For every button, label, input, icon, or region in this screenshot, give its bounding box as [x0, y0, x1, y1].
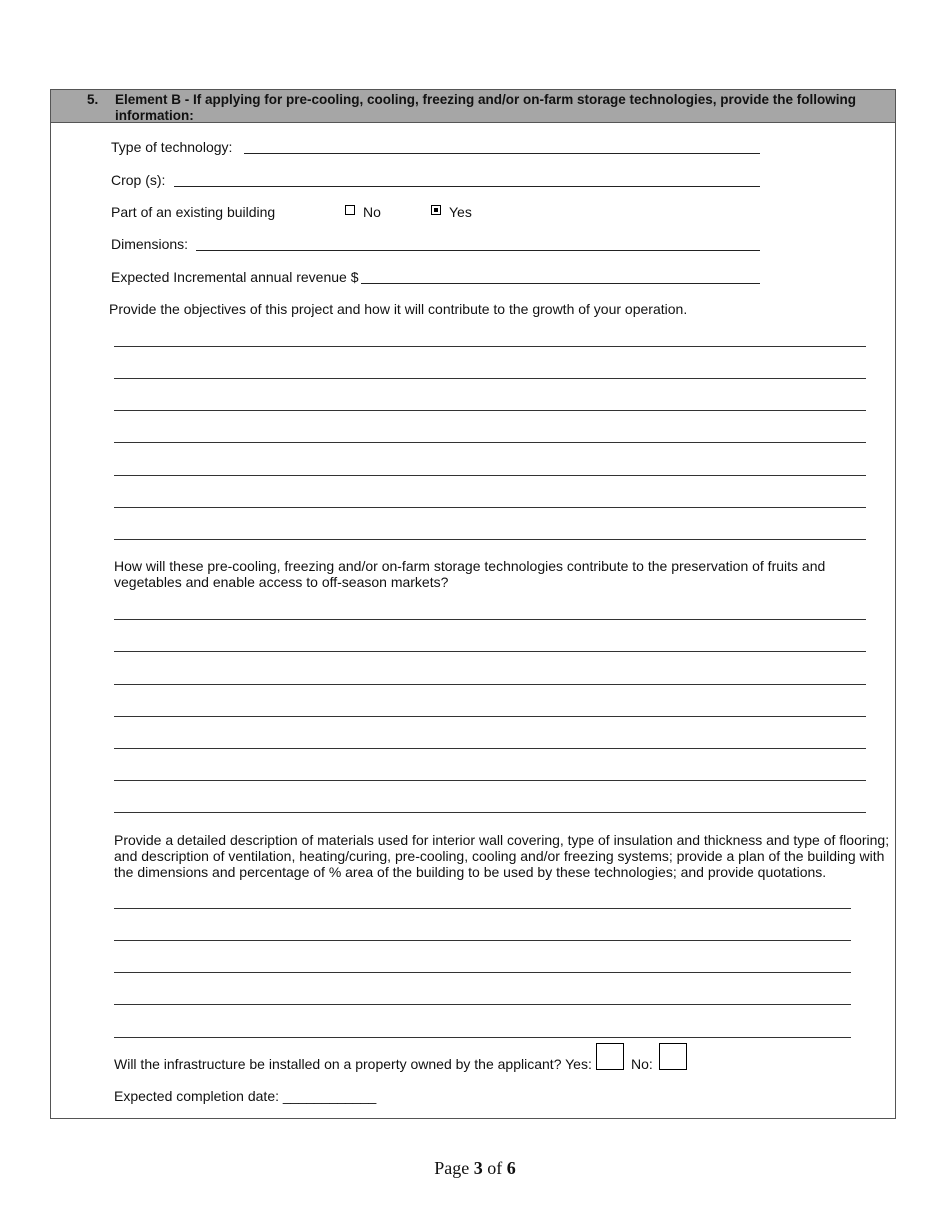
- preservation-answer-line[interactable]: [114, 619, 866, 620]
- current-page-number: 3: [473, 1158, 483, 1178]
- section-number: 5.: [87, 92, 99, 107]
- type-of-technology-field[interactable]: [244, 153, 760, 154]
- crops-field[interactable]: [174, 186, 760, 187]
- objectives-answer-line[interactable]: [114, 442, 866, 443]
- dimensions-label: Dimensions:: [111, 236, 189, 252]
- existing-building-no-checkbox[interactable]: [345, 205, 355, 215]
- total-page-count: 6: [506, 1158, 516, 1178]
- section-header: [51, 90, 895, 123]
- materials-answer-line[interactable]: [114, 1037, 851, 1038]
- completion-date-label: [114, 1088, 376, 1104]
- of-word: of: [487, 1158, 503, 1178]
- materials-answer-line[interactable]: [114, 940, 851, 941]
- page-word: Page: [434, 1158, 470, 1178]
- crops-label: Crop (s):: [111, 172, 166, 188]
- preservation-answer-line[interactable]: [114, 748, 866, 749]
- preservation-answer-line[interactable]: [114, 780, 866, 781]
- objectives-answer-line[interactable]: [114, 346, 866, 347]
- objectives-answer-line[interactable]: [114, 507, 866, 508]
- ownership-no-box[interactable]: [659, 1043, 687, 1070]
- objectives-answer-line[interactable]: [114, 378, 866, 379]
- preservation-answer-line[interactable]: [114, 684, 866, 685]
- materials-answer-line[interactable]: [114, 972, 851, 973]
- revenue-field[interactable]: [361, 283, 760, 284]
- existing-building-no-label: No: [363, 204, 381, 220]
- existing-building-yes-checkbox[interactable]: [431, 205, 441, 215]
- ownership-yes-box[interactable]: [596, 1043, 624, 1070]
- form-section-frame: [50, 89, 896, 1119]
- preservation-answer-line[interactable]: [114, 812, 866, 813]
- dimensions-field[interactable]: [196, 250, 760, 251]
- preservation-answer-line[interactable]: [114, 651, 866, 652]
- existing-building-label: Part of an existing building: [111, 204, 276, 220]
- ownership-question: Will the infrastructure be installed on a property owned by the applicant? Yes:: [114, 1056, 592, 1072]
- materials-answer-line[interactable]: [114, 1004, 851, 1005]
- objectives-answer-line[interactable]: [114, 410, 866, 411]
- existing-building-yes-label: Yes: [449, 204, 472, 220]
- materials-question: Provide a detailed description of materials used for interior wall covering, type of insulation and thickness and type of flooring; and description of ventilation, heating/curing, pre-cooling, cooling and/or freezing systems; provide a plan of the building with the dimensions and percentage of % area of the building to be used by these technologies; and provide quotations.: [114, 832, 890, 880]
- completion-date-field[interactable]: ____________: [282, 1088, 377, 1104]
- objectives-answer-line[interactable]: [114, 475, 866, 476]
- completion-date-text: Expected completion date:: [114, 1088, 279, 1104]
- type-of-technology-label: Type of technology:: [111, 139, 233, 155]
- objectives-question: Provide the objectives of this project and how it will contribute to the growth of your operation.: [109, 301, 688, 317]
- section-title: Element B - If applying for pre-cooling, cooling, freezing and/or on-farm storage technologies, provide the following information:: [115, 92, 857, 123]
- ownership-no-label: No:: [631, 1056, 653, 1072]
- revenue-label: Expected Incremental annual revenue $: [111, 269, 359, 285]
- preservation-question: How will these pre-cooling, freezing and/or on-farm storage technologies contribute to the preservation of fruits and vegetables and enable access to off-season markets?: [114, 558, 826, 590]
- preservation-answer-line[interactable]: [114, 716, 866, 717]
- materials-answer-line[interactable]: [114, 908, 851, 909]
- page-footer: [0, 1158, 950, 1179]
- objectives-answer-line[interactable]: [114, 539, 866, 540]
